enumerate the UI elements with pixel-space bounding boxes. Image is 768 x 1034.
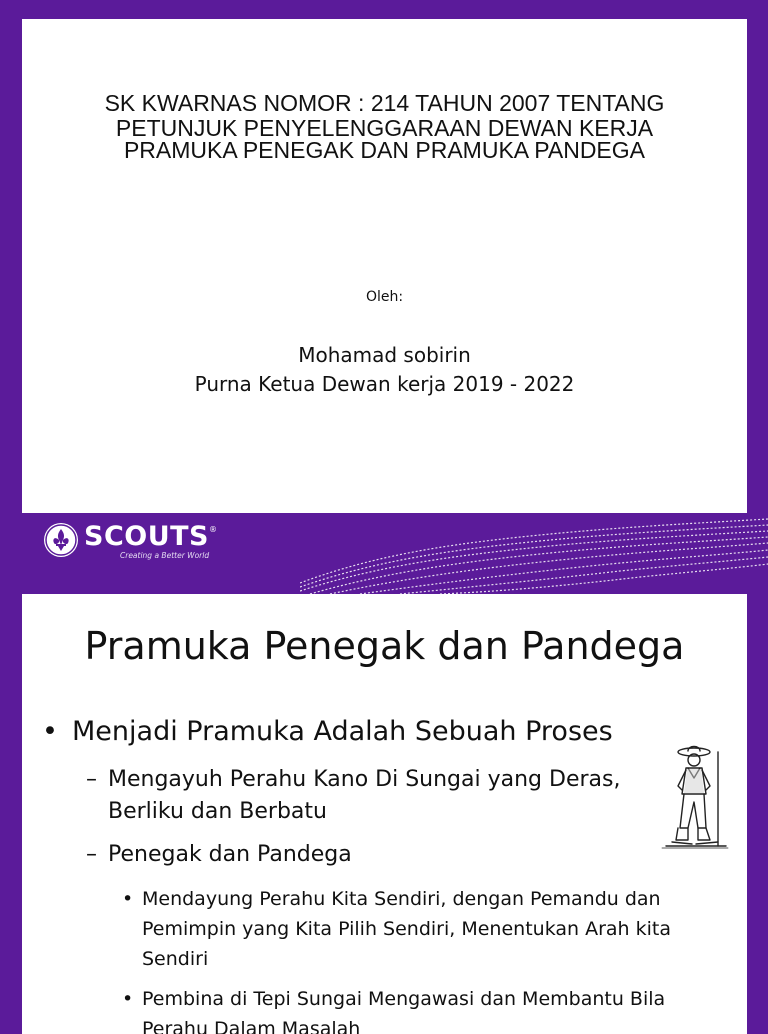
- point-marker: •: [122, 988, 134, 1010]
- scout-figure-icon: [658, 742, 730, 852]
- slide-title: [22, 91, 747, 161]
- author-name: Mohamad sobirin: [298, 343, 471, 367]
- author-role: Purna Ketua Dewan kerja 2019 - 2022: [194, 372, 575, 396]
- scouts-fleur-de-lis-icon: [44, 523, 78, 557]
- sub-bullet-line-1: Mengayuh Perahu Kano Di Sungai yang Deras,: [108, 767, 621, 792]
- title-line-2: PETUNJUK PENYELENGGARAAN DEWAN KERJA: [115, 115, 654, 141]
- bullet-text: Menjadi Pramuka Adalah Sebuah Proses: [72, 716, 613, 747]
- point-item: [122, 984, 722, 1034]
- point-line-1: Pembina di Tepi Sungai Mengawasi dan Membantu Bila: [142, 988, 666, 1010]
- content-slide: [22, 594, 747, 1034]
- bullet-item: [42, 716, 613, 747]
- sub-bullet-item: [86, 842, 352, 867]
- title-line-3: PRAMUKA PENEGAK DAN PRAMUKA PANDEGA: [123, 137, 646, 163]
- brand-tagline: Creating a Better World: [120, 551, 210, 560]
- sub-bullet-line-2: Berliku dan Berbatu: [108, 799, 327, 824]
- brand-name: SCOUTS®: [84, 521, 218, 552]
- title-slide: [22, 19, 747, 513]
- sub-bullet-item: [86, 764, 686, 828]
- sub-bullet-text: Penegak dan Pandega: [108, 842, 352, 867]
- author-block: [22, 341, 747, 399]
- decorative-waves-icon: [300, 513, 768, 594]
- point-item: [122, 884, 722, 974]
- scouts-band: [0, 513, 768, 594]
- dash-marker: –: [86, 767, 97, 792]
- dash-marker: –: [86, 842, 97, 867]
- by-label: Oleh:: [365, 289, 404, 305]
- point-line-3: Sendiri: [142, 948, 209, 970]
- slide-heading: Pramuka Penegak dan Pandega: [84, 624, 685, 668]
- bullet-marker: •: [42, 716, 58, 747]
- point-marker: •: [122, 888, 134, 910]
- point-line-2: Perahu Dalam Masalah: [142, 1018, 361, 1034]
- point-line-2: Pemimpin yang Kita Pilih Sendiri, Menentukan Arah kita: [142, 918, 671, 940]
- title-line-1: SK KWARNAS NOMOR : 214 TAHUN 2007 TENTANG: [104, 90, 665, 116]
- point-line-1: Mendayung Perahu Kita Sendiri, dengan Pemandu dan: [142, 888, 661, 910]
